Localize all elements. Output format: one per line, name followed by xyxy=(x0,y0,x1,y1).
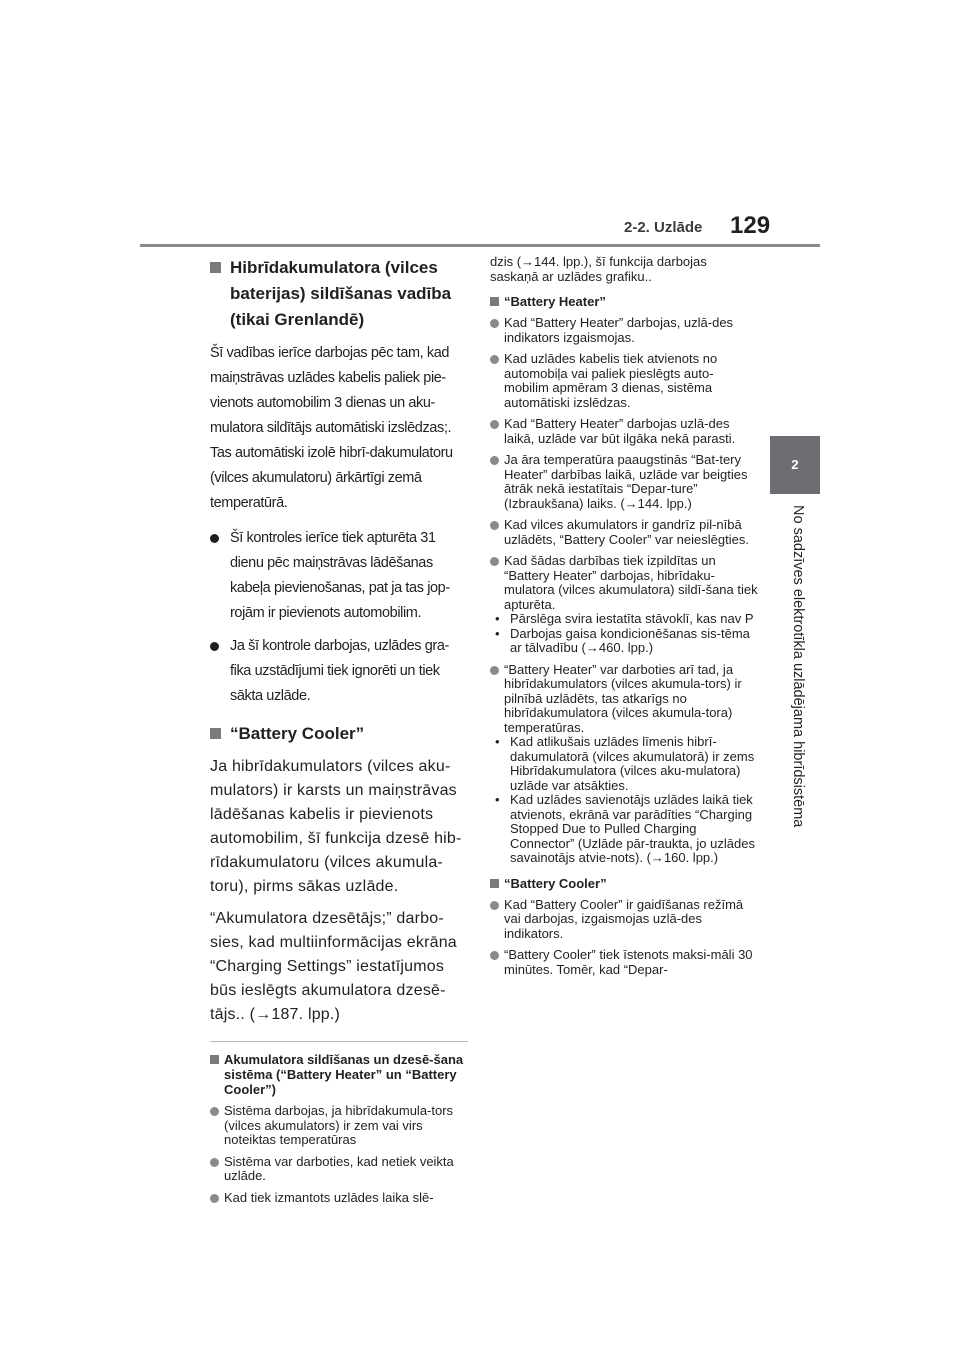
square-bullet-icon xyxy=(210,728,221,739)
header-rule xyxy=(140,244,820,247)
list-item: Kad uzlādes kabelis tiek atvienots no automobiļa vai paliek pieslēgts auto-mobilim apmēram 3 dienas, sistēma automātiski izslēdzas. xyxy=(490,352,758,410)
left-column xyxy=(210,255,468,1212)
chapter-side-label: No sadzīves elektrotīkla uzlādējama hibrīdsistēma xyxy=(790,505,806,828)
square-bullet-icon xyxy=(490,879,499,888)
paragraph: Ja hibrīdakumulators (vilces aku-mulators) ir karsts un maiņstrāvas lādēšanas kabelis ir pievienots automobilim, šī funkcija dzesē hib-rīdakumulatoru (vilces akumula-toru), pirms sākas uzlāde. xyxy=(210,758,462,895)
paragraph: “Akumulatora dzesētājs;” darbo-sies, kad multiinformācijas ekrāna “Charging Settings” iestatījumos būs ieslēgts akumulatora dzesē-tājs.. (→187. lpp.) xyxy=(210,910,457,1023)
section-title: 2-2. Uzlāde xyxy=(624,219,703,236)
bullet-icon xyxy=(490,521,499,530)
section-divider xyxy=(210,1041,468,1042)
bullet-icon xyxy=(210,1158,219,1167)
list-item: Ja šī kontrole darbojas, uzlādes gra-fika uzstādījumi tiek ignorēti un tiek sākta uzlāde. xyxy=(210,634,468,709)
page-header xyxy=(0,0,960,250)
list-item: Kad “Battery Heater” darbojas, uzlā-des indikators izgaismojas. xyxy=(490,316,758,345)
list-item: Kad “Battery Heater” darbojas uzlā-des laikā, uzlāde var būt ilgāka nekā parasti. xyxy=(490,417,758,446)
list-item: Kad “Battery Cooler” ir gaidīšanas režīmā vai darbojas, izgaismojas uzlā-des indikators. xyxy=(490,898,758,942)
sub-list-item: • Kad atlikušais uzlādes līmenis hibrī-dakumulatorā (vilces akumulatorā) ir zems Hibrīdakumulatora (vilces aku-mulatora) uzlāde var atsākties. xyxy=(495,734,755,793)
sub-list-item: • Kad uzlādes savienotājs uzlādes laikā tiek atvienots, ekrānā var parādīties “Charging Stopped Due to Pulled Charging Connector” (Uzlāde pār-traukta, jo uzlādes savainotājs atvie-nots). (→160. lpp.) xyxy=(495,792,755,865)
sub-list-item: • Pārslēga svira iestatīta stāvoklī, kas nav P xyxy=(495,611,754,626)
sub-bullet-icon: • xyxy=(495,734,500,749)
sub-list xyxy=(490,735,758,866)
list-item: Kad šādas darbības tiek izpildītas un “Battery Heater” darbojas, hibrīdaku-mulatora (vilces akumulatora) sildī-šana tiek apturēta. xyxy=(490,554,758,612)
paragraph-continuation: dzis (→144. lpp.), šī funkcija darbojas saskaņā ar uzlādes grafiku.. xyxy=(490,254,707,284)
sub-bullet-icon: • xyxy=(495,792,500,807)
heading-battery-cooler-minor: “Battery Cooler” xyxy=(490,876,758,891)
sub-bullet-icon: • xyxy=(495,611,500,626)
square-bullet-icon xyxy=(210,262,221,273)
bullet-icon xyxy=(490,355,499,364)
list-item: Sistēma darbojas, ja hibrīdakumula-tors (vilces akumulators) ir zem vai virs noteiktas temperatūras xyxy=(210,1104,468,1148)
bullet-icon xyxy=(490,901,499,910)
bullet-icon xyxy=(490,557,499,566)
bullet-icon xyxy=(210,534,219,543)
list-item: Ja āra temperatūra paaugstinās “Bat-tery Heater” darbības laikā, uzlāde var beigties ātrāk nekā iestatītais “Depar-ture” (Izbraukšana) laiks. (→144. lpp.) xyxy=(490,453,758,511)
list-item: Kad tiek izmantots uzlādes laika slē- xyxy=(210,1191,468,1206)
heading-heating-cooling-system: Akumulatora sildīšanas un dzesē-šana sistēma (“Battery Heater” un “Battery Cooler”) xyxy=(210,1052,468,1097)
list-item: Šī kontroles ierīce tiek apturēta 31 dienu pēc maiņstrāvas lādēšanas kabeļa pievienošanas, pat ja tas jop-rojām ir pievienots automobilim. xyxy=(210,526,468,626)
heading-battery-cooler: “Battery Cooler” xyxy=(210,721,468,747)
list-item: Kad vilces akumulators ir gandrīz pil-nībā uzlādēts, “Battery Cooler” var neieslēgties. xyxy=(490,518,758,547)
right-column xyxy=(490,255,758,984)
bullet-icon xyxy=(210,642,219,651)
bullet-icon xyxy=(210,1107,219,1116)
bullet-icon xyxy=(490,951,499,960)
list-item: “Battery Cooler” tiek īstenots maksi-māli 30 minūtes. Tomēr, kad “Depar- xyxy=(490,948,758,977)
paragraph: Šī vadības ierīce darbojas pēc tam, kad maiņstrāvas uzlādes kabelis paliek pie-vienots automobilim 3 dienas un aku-mulatora sildītājs automātiski izslēdzas;. Tas automātiski izolē hibrī-dakumulatoru (vilces akumulatoru) ārkārtīgi zemā temperatūrā. xyxy=(210,345,453,511)
sub-bullet-icon: • xyxy=(495,625,500,641)
heading-battery-heating-control: Hibrīdakumulatora (vilces baterijas) sildīšanas vadība (tikai Grenlandē) xyxy=(210,255,468,333)
bullet-icon xyxy=(490,456,499,465)
sub-list xyxy=(490,612,758,656)
square-bullet-icon xyxy=(210,1055,219,1064)
sub-list-item: • Darbojas gaisa kondicionēšanas sis-tēma ar tālvadību (→460. lpp.) xyxy=(495,625,750,655)
page-number: 129 xyxy=(730,212,771,239)
square-bullet-icon xyxy=(490,297,499,306)
chapter-tab: 2 xyxy=(770,436,820,494)
list-item: Sistēma var darboties, kad netiek veikta uzlāde. xyxy=(210,1155,468,1184)
bullet-icon xyxy=(490,319,499,328)
bullet-icon xyxy=(490,666,499,675)
heading-battery-heater: “Battery Heater” xyxy=(490,294,758,309)
bullet-icon xyxy=(210,1194,219,1203)
list-item: “Battery Heater” var darboties arī tad, ja hibrīdakumulators (vilces akumula-tors) ir pilnībā uzlādēts, tas atkarīgs no hibrīdakumulatora (vilces akumula-tora) temperatūras. xyxy=(490,663,758,736)
bullet-icon xyxy=(490,420,499,429)
